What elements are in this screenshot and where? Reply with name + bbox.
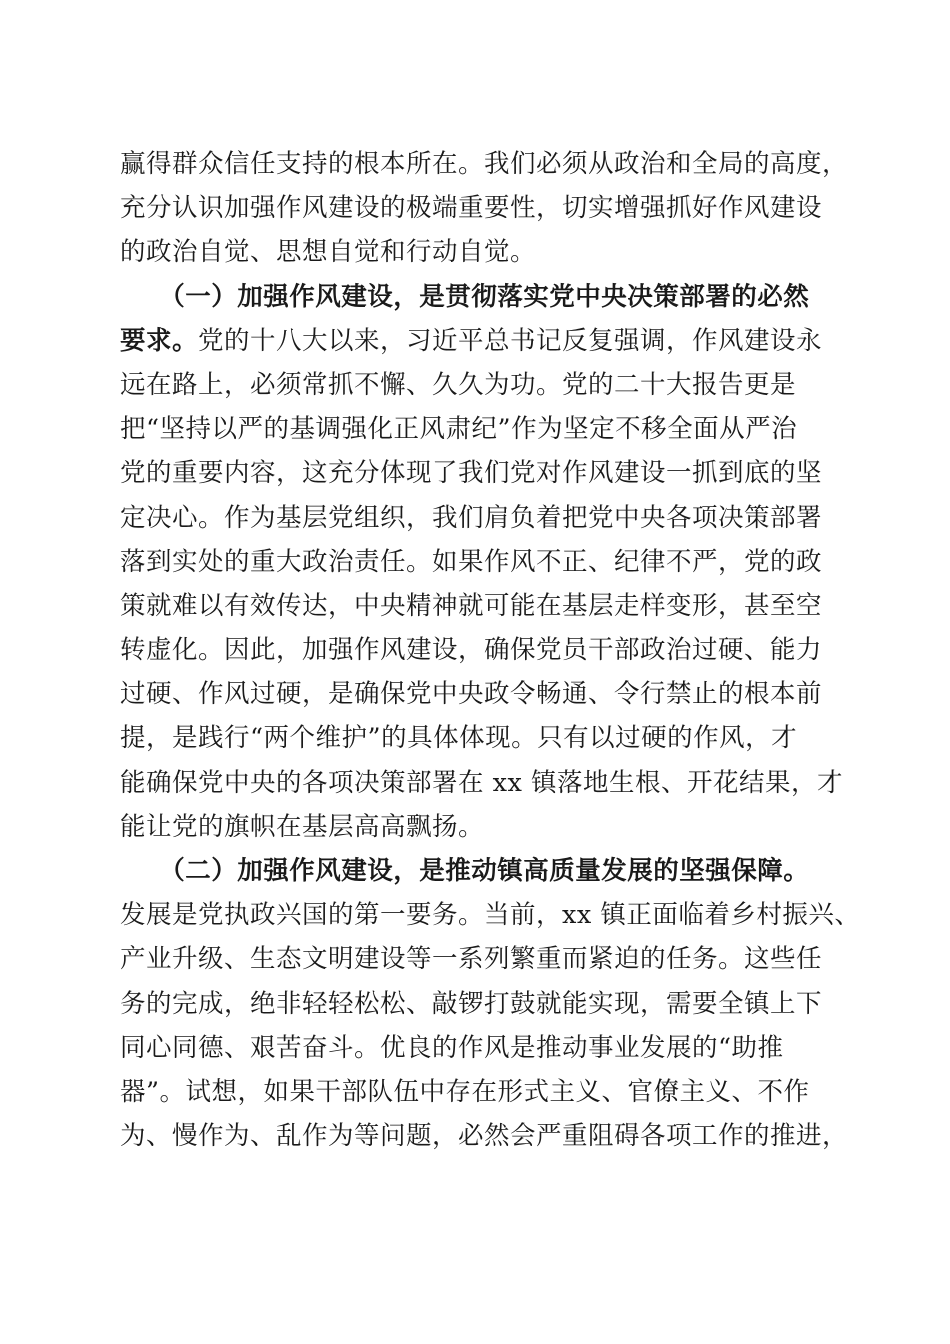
text-line: 过硬、作风过硬，是确保党中央政令畅通、令行禁止的根本前 <box>120 679 823 710</box>
text-line: 能确保党中央的各项决策部署在 xx 镇落地生根、开花结果，才 <box>120 767 843 798</box>
section-heading-2: （二）加强作风建设，是推动镇高质量发展的坚强保障。 <box>120 856 810 886</box>
text-line: 器”。试想，如果干部队伍中存在形式主义、官僚主义、不作 <box>120 1076 810 1107</box>
text-line: 为、慢作为、乱作为等问题，必然会严重阻碍各项工作的推进， <box>120 1121 849 1152</box>
text-line: 远在路上，必须常抓不懈、久久为功。党的二十大报告更是 <box>120 369 797 400</box>
text-line: 发展是党执政兴国的第一要务。当前，xx 镇正面临着乡村振兴、 <box>120 900 861 931</box>
text-line: 务的完成，绝非轻轻松松、敲锣打鼓就能实现，需要全镇上下 <box>120 988 823 1019</box>
text-line: 转虚化。因此，加强作风建设，确保党员干部政治过硬、能力 <box>120 635 823 666</box>
document-body <box>120 142 861 1158</box>
text-line: 策就难以有效传达，中央精神就可能在基层走样变形，甚至空 <box>120 590 823 621</box>
text-line: 充分认识加强作风建设的极端重要性，切实增强抓好作风建设 <box>120 193 823 224</box>
text-line: 要求。党的十八大以来，习近平总书记反复强调，作风建设永 <box>120 325 823 356</box>
text-line: 落到实处的重大政治责任。如果作风不正、纪律不严，党的政 <box>120 546 823 577</box>
text-line: 赢得群众信任支持的根本所在。我们必须从政治和全局的高度， <box>120 149 849 179</box>
text-line: 的政治自觉、思想自觉和行动自觉。 <box>120 237 537 268</box>
text-line: 产业升级、生态文明建设等一系列繁重而紧迫的任务。这些任 <box>120 944 823 975</box>
section-heading-1: （一）加强作风建设，是贯彻落实党中央决策部署的必然 <box>120 281 810 312</box>
text-line: 提，是践行“两个维护”的具体体现。只有以过硬的作风，才 <box>120 723 798 754</box>
text-line: 能让党的旗帜在基层高高飘扬。 <box>120 811 485 842</box>
text-line: 把“坚持以严的基调强化正风肃纪”作为坚定不移全面从严治 <box>120 414 798 445</box>
text-line: 定决心。作为基层党组织，我们肩负着把党中央各项决策部署 <box>120 502 823 533</box>
text-line: 党的重要内容，这充分体现了我们党对作风建设一抓到底的坚 <box>120 458 823 489</box>
text-line: 同心同德、艰苦奋斗。优良的作风是推动事业发展的“助推 <box>120 1032 784 1063</box>
